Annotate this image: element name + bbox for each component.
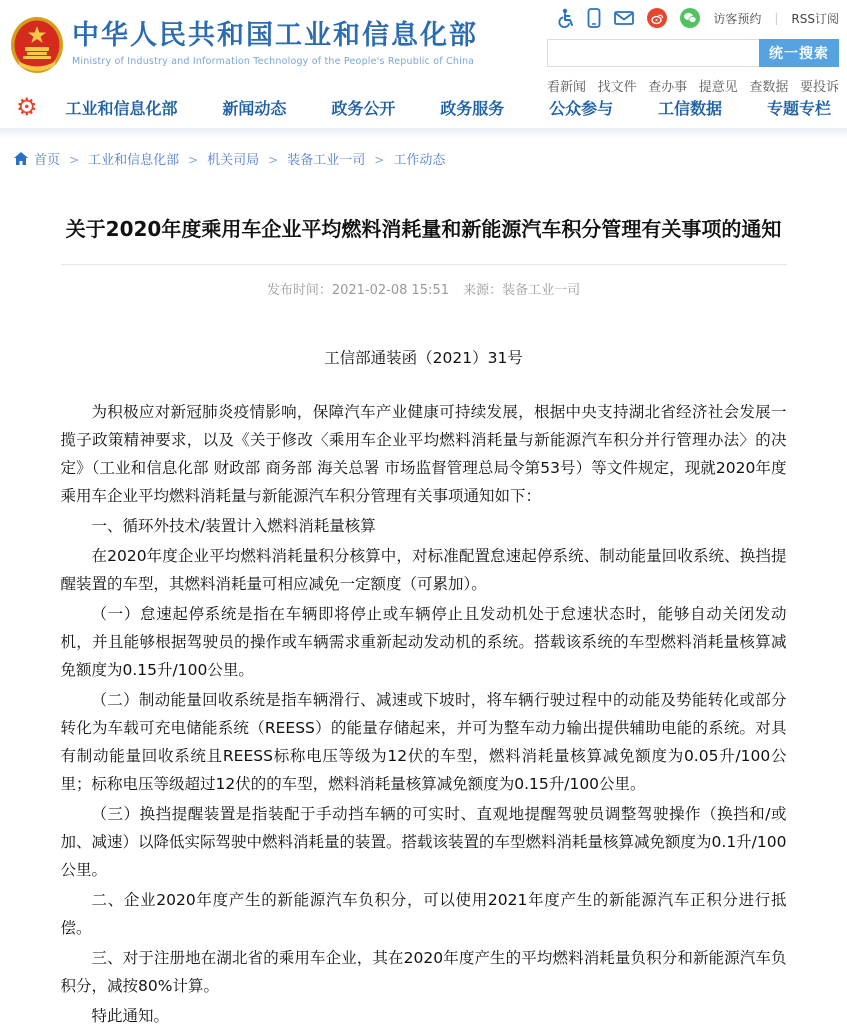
article-paragraph: 一、循环外技术/装置计入燃料消耗量核算 xyxy=(91,517,376,535)
title-divider xyxy=(61,264,787,265)
article-paragraph: （三）换挡提醒装置是指装配于手动挡车辆的可实时、直观地提醒驾驶员调整驾驶操作（换挡和/或加、减速）以降低实际驾驶中燃料消耗量的装置。搭载该装置的车型燃料消耗量核算减免额度为0.1升/100公里。 xyxy=(60,805,787,879)
article-paragraph: （一）怠速起停系统是指在车辆即将停止或车辆停止且发动机处于怠速状态时，能够自动关闭发动机，并且能够根据驾驶员的操作或车辆需求重新起动发动机的系统。搭载该系统的车型燃料消耗量核算减免额度为0.15升/100公里。 xyxy=(60,605,787,679)
search-bar xyxy=(547,39,839,67)
article-paragraph: 三、对于注册地在湖北省的乘用车企业，其在2020年度产生的平均燃料消耗量负积分和新能源汽车负积分，减按80%计算。 xyxy=(60,949,787,995)
search-input[interactable] xyxy=(547,39,759,67)
nav-items xyxy=(66,96,831,119)
nav-item[interactable]: 政务公开 xyxy=(331,98,396,118)
home-icon[interactable] xyxy=(14,152,28,165)
breadcrumb-links xyxy=(34,149,445,168)
nav-item[interactable]: 公众参与 xyxy=(549,98,614,118)
wechat-icon[interactable] xyxy=(680,8,700,28)
article-paragraph: 在2020年度企业平均燃料消耗量积分核算中，对标准配置怠速起停系统、制动能量回收系统、换挡提醒装置的车型，其燃料消耗量可相应减免一定额度（可累加）。 xyxy=(60,547,787,593)
quick-link[interactable]: 查办事 xyxy=(648,80,688,95)
accessibility-icon[interactable] xyxy=(556,8,574,28)
weibo-icon[interactable] xyxy=(647,8,667,28)
quick-link[interactable]: 提意见 xyxy=(698,80,738,95)
nav-divider xyxy=(0,128,847,137)
visitor-appointment-link[interactable]: 访客预约 xyxy=(713,11,762,26)
article-title: 关于2020年度乘用车企业平均燃料消耗量和新能源汽车积分管理有关事项的通知 xyxy=(65,217,782,241)
rss-link[interactable]: RSS订阅 xyxy=(791,11,839,26)
nav-item[interactable]: 政务服务 xyxy=(440,98,505,118)
site-title-block xyxy=(72,20,478,67)
quick-links-row xyxy=(547,76,839,95)
article-meta xyxy=(61,279,787,298)
breadcrumb-link[interactable]: > 装备工业一司 xyxy=(259,149,365,168)
breadcrumb xyxy=(0,137,847,178)
quick-link[interactable]: 要投诉 xyxy=(799,80,839,95)
breadcrumb-link[interactable]: > 机关司局 xyxy=(179,149,259,168)
article-paragraph: 二、企业2020年度产生的新能源汽车负积分，可以使用2021年度产生的新能源汽车正积分进行抵偿。 xyxy=(60,891,787,937)
site-header xyxy=(0,0,847,95)
breadcrumb-link[interactable]: > 工业和信息化部 xyxy=(60,149,179,168)
breadcrumb-link[interactable]: > 工作动态 xyxy=(365,149,445,168)
miit-gear-icon[interactable]: ⚙ xyxy=(16,93,38,121)
quick-link[interactable]: 看新闻 xyxy=(547,80,587,95)
article xyxy=(61,178,787,1030)
header-right xyxy=(547,6,839,95)
document-number: 工信部通装函（2021）31号 xyxy=(324,349,523,367)
article-paragraph: 为积极应对新冠肺炎疫情影响，保障汽车产业健康可持续发展，根据中央支持湖北省经济社会发展一揽子政策精神要求，以及《关于修改〈乘用车企业平均燃料消耗量与新能源汽车积分并行管理办法〉的决定》（工业和信息化部 财政部 商务部 海关总署 市场监督管理总局令第53号）等文件规定，现就2020年度乘用车企业平均燃料消耗量与新能源汽车积分管理有关事项通知如下： xyxy=(60,403,787,505)
nav-item[interactable]: 新闻动态 xyxy=(222,98,287,118)
unified-search-button[interactable]: 统一搜索 xyxy=(759,39,839,67)
national-emblem-logo xyxy=(10,16,64,74)
nav-item[interactable]: 工业和信息化部 xyxy=(65,98,178,118)
mobile-icon[interactable] xyxy=(587,8,601,28)
quick-link[interactable]: 查数据 xyxy=(749,80,789,95)
article-source: 来源：装备工业一司 xyxy=(463,283,581,298)
site-name-english: Ministry of Industry and Information Technology of the People's Republic of China xyxy=(72,56,475,68)
nav-item[interactable]: 专题专栏 xyxy=(766,98,831,118)
header-separator: | xyxy=(774,11,779,25)
article-paragraph: 特此通知。 xyxy=(91,1007,170,1025)
nav-item[interactable]: 工信数据 xyxy=(658,98,723,118)
breadcrumb-link[interactable]: 首页 xyxy=(34,153,61,168)
article-paragraph: （二）制动能量回收系统是指车辆滑行、减速或下坡时，将车辆行驶过程中的动能及势能转化或部分转化为车载可充电储能系统（REESS）的能量存储起来，并可为整车动力输出提供辅助电能的系统。对具有制动能量回收系统且REESS标称电压等级为12伏的车型，燃料消耗量核算减免额度为0.05升/100公里；标称电压等级超过12伏的的车型，燃料消耗量核算减免额度为0.15升/100公里。 xyxy=(60,691,787,793)
header-utility-row xyxy=(547,6,839,30)
publish-time: 发布时间：2021-02-08 15:51 xyxy=(266,283,449,298)
mail-icon[interactable] xyxy=(614,10,634,26)
site-name: 中华人民共和国工业和信息化部 xyxy=(72,20,478,51)
quick-link[interactable]: 找文件 xyxy=(597,80,637,95)
article-body xyxy=(61,398,787,1030)
